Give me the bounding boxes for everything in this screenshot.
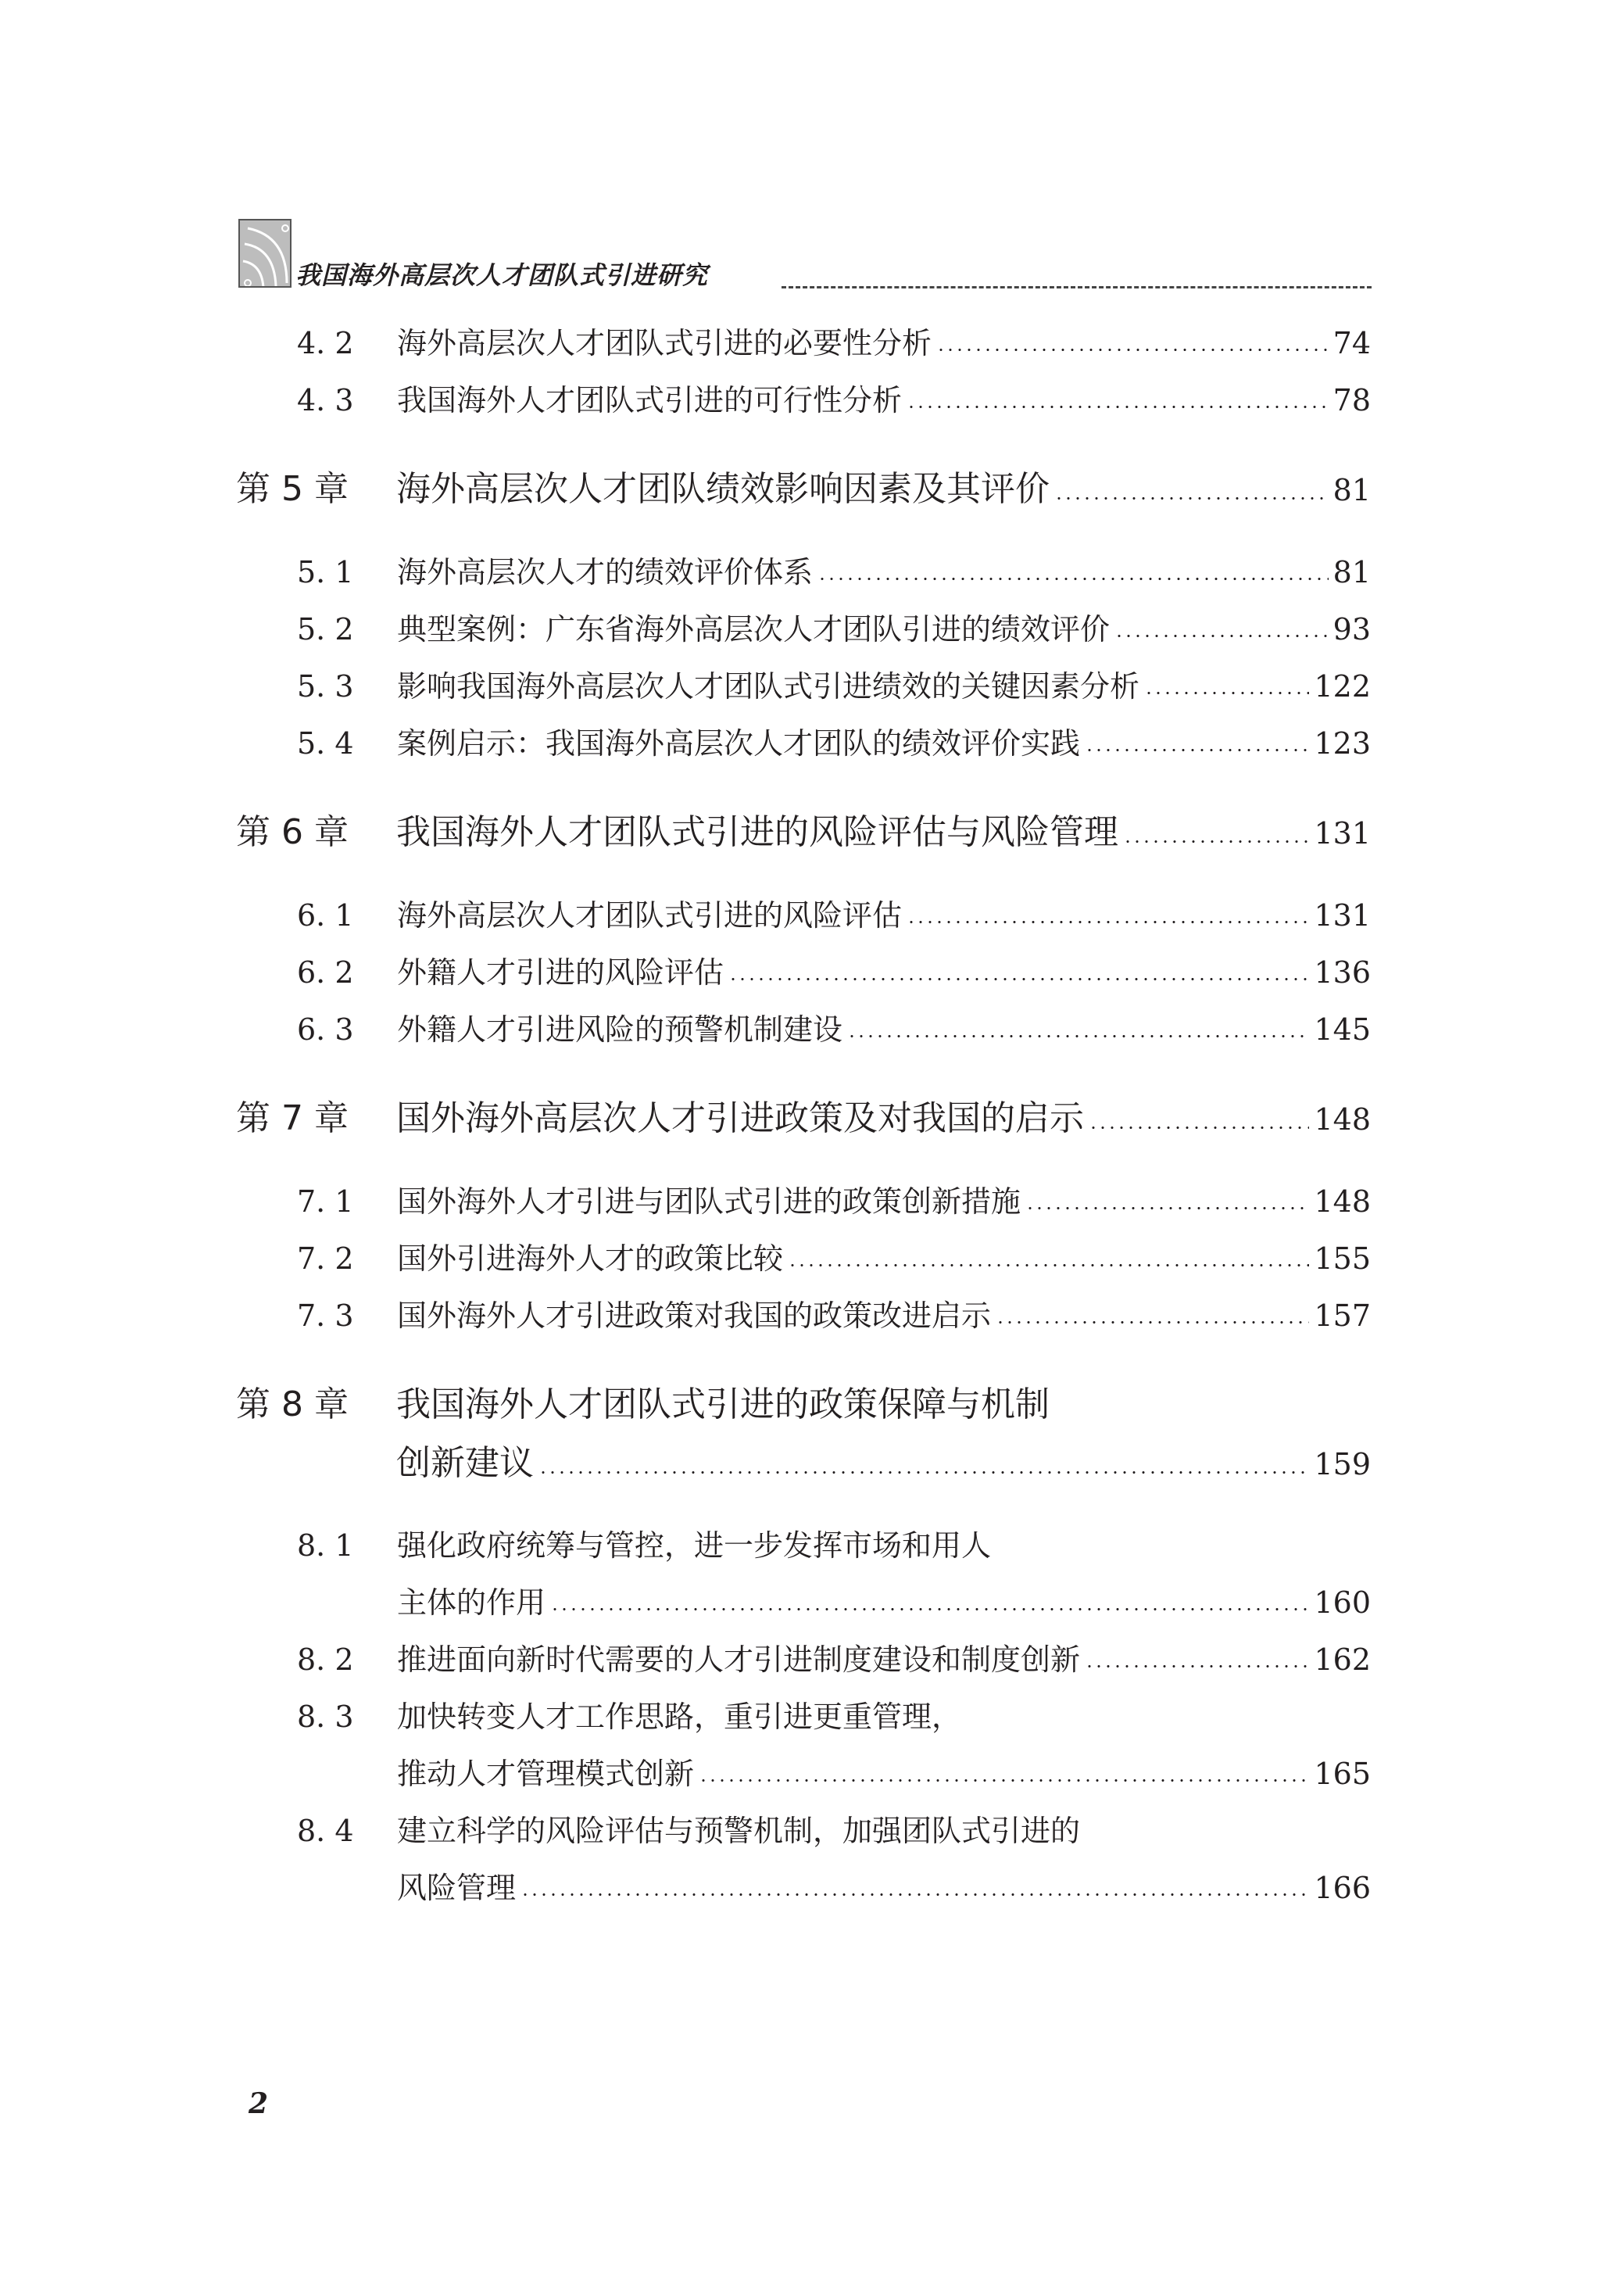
section-number: 8. 3 [297, 1700, 354, 1734]
section-number: 8. 4 [297, 1814, 354, 1848]
toc-entry-5-2[interactable] [297, 612, 1371, 647]
section-number: 5. 3 [297, 669, 354, 704]
dot-leader [907, 406, 1329, 408]
section-number: 5. 4 [297, 726, 354, 761]
running-title: 我国海外高层次人才团队式引进研究 [295, 260, 709, 290]
chapter-title: 海外高层次人才团队绩效影响因素及其评价 [396, 469, 1050, 509]
dot-leader [847, 1035, 1309, 1037]
toc-entry-5-1[interactable] [297, 557, 1371, 587]
page-ref: 74 [1332, 326, 1371, 360]
dot-leader [1085, 749, 1309, 751]
page-ref: 165 [1314, 1757, 1371, 1791]
header-rule [782, 286, 1372, 288]
dot-leader [699, 1779, 1309, 1782]
dot-leader [996, 1321, 1309, 1324]
page-ref: 81 [1332, 555, 1371, 589]
dot-leader [728, 978, 1309, 980]
toc-entry-8-1-line2[interactable] [397, 1585, 1371, 1620]
section-number: 7. 2 [297, 1241, 354, 1276]
chapter-title: 我国海外人才团队式引进的风险评估与风险管理 [396, 812, 1118, 852]
toc-entry-8-3-line2[interactable] [397, 1759, 1371, 1789]
dot-leader [1123, 840, 1309, 843]
page-ref: 123 [1314, 726, 1371, 761]
page-ref: 131 [1314, 816, 1371, 851]
section-title: 外籍人才引进的风险评估 [397, 955, 724, 990]
page-ref: 148 [1314, 1102, 1371, 1137]
page-ref: 157 [1314, 1298, 1371, 1333]
section-title-line1: 强化政府统筹与管控，进一步发挥市场和用人 [397, 1528, 992, 1563]
toc-entry-8-3-line1[interactable] [297, 1702, 1371, 1732]
dot-leader [1089, 1127, 1309, 1129]
section-title-line1: 建立科学的风险评估与预警机制，加强团队式引进的 [397, 1814, 1081, 1848]
dot-leader [1144, 692, 1309, 694]
toc-entry-5-4[interactable] [297, 726, 1371, 761]
toc-entry-8-2[interactable] [297, 1642, 1371, 1677]
section-title: 影响我国海外高层次人才团队式引进绩效的关键因素分析 [397, 669, 1140, 704]
page-ref: 78 [1332, 383, 1371, 417]
section-number: 6. 2 [297, 955, 354, 990]
section-title: 国外海外人才引进政策对我国的政策改进启示 [397, 1298, 992, 1333]
page-ref: 160 [1314, 1585, 1371, 1620]
chapter-title-line1: 我国海外人才团队式引进的政策保障与机制 [396, 1384, 1050, 1424]
chapter-title-line2: 创新建议 [396, 1443, 534, 1483]
toc-chapter-5[interactable] [236, 469, 1371, 509]
page-ref: 122 [1314, 669, 1371, 704]
section-title-line2: 主体的作用 [397, 1585, 546, 1620]
dot-leader [817, 578, 1329, 580]
toc-entry-8-1-line1[interactable] [297, 1528, 1371, 1563]
section-title: 典型案例：广东省海外高层次人才团队引进的绩效评价 [397, 612, 1111, 647]
section-title: 外籍人才引进风险的预警机制建设 [397, 1012, 843, 1047]
toc-entry-8-4-line1[interactable] [297, 1816, 1371, 1846]
section-number: 7. 3 [297, 1298, 354, 1333]
toc-entry-7-3[interactable] [297, 1298, 1371, 1333]
chapter-number: 第 8 章 [236, 1384, 349, 1424]
page-ref: 81 [1332, 473, 1371, 507]
page-ref: 162 [1314, 1642, 1371, 1677]
section-title-line2: 风险管理 [397, 1871, 517, 1905]
dot-leader [1025, 1207, 1309, 1209]
dot-leader [1085, 1665, 1309, 1667]
dot-leader [1054, 497, 1329, 500]
section-number: 8. 1 [297, 1528, 354, 1563]
page-ref: 155 [1314, 1241, 1371, 1276]
toc-chapter-6[interactable] [236, 812, 1371, 852]
toc-chapter-7[interactable] [236, 1098, 1371, 1138]
section-title: 我国海外人才团队式引进的可行性分析 [397, 383, 903, 417]
dot-leader [1114, 635, 1329, 637]
dot-leader [907, 921, 1309, 923]
section-title: 海外高层次人才的绩效评价体系 [397, 555, 814, 589]
chapter-number: 第 5 章 [236, 469, 349, 509]
page-ref: 136 [1314, 955, 1371, 990]
section-number: 6. 3 [297, 1012, 354, 1047]
section-title: 国外引进海外人才的政策比较 [397, 1241, 784, 1276]
dot-leader [520, 1893, 1309, 1896]
chapter-title: 国外海外高层次人才引进政策及对我国的启示 [396, 1098, 1084, 1138]
page-number: 2 [249, 2087, 269, 2120]
toc-entry-6-3[interactable] [297, 1012, 1371, 1047]
dot-leader [936, 349, 1329, 351]
toc-entry-7-2[interactable] [297, 1241, 1371, 1276]
chapter-number: 第 7 章 [236, 1098, 349, 1138]
dot-leader [538, 1471, 1309, 1474]
section-number: 5. 1 [297, 555, 354, 589]
section-title-line2: 推动人才管理模式创新 [397, 1757, 695, 1791]
section-number: 8. 2 [297, 1642, 354, 1677]
toc-entry-4-2[interactable] [297, 328, 1371, 358]
section-title: 海外高层次人才团队式引进的风险评估 [397, 898, 903, 933]
page-ref: 145 [1314, 1012, 1371, 1047]
dot-leader [788, 1264, 1309, 1266]
page-ref: 93 [1332, 612, 1371, 647]
book-logo [238, 219, 292, 288]
section-title: 海外高层次人才团队式引进的必要性分析 [397, 326, 932, 360]
section-number: 5. 2 [297, 612, 354, 647]
toc-entry-8-4-line2[interactable] [397, 1873, 1371, 1903]
toc-chapter-8-line1[interactable] [236, 1384, 1371, 1424]
section-number: 7. 1 [297, 1184, 354, 1219]
toc-entry-5-3[interactable] [297, 669, 1371, 704]
section-number: 6. 1 [297, 898, 354, 933]
section-number: 4. 2 [297, 326, 354, 360]
page-ref: 159 [1314, 1447, 1371, 1481]
chapter-number: 第 6 章 [236, 812, 349, 852]
section-title-line1: 加快转变人才工作思路，重引进更重管理， [397, 1700, 962, 1734]
page-ref: 166 [1314, 1871, 1371, 1905]
section-title: 案例启示：我国海外高层次人才团队的绩效评价实践 [397, 726, 1081, 761]
toc-entry-6-1[interactable] [297, 898, 1371, 933]
toc-chapter-8-line2[interactable] [396, 1443, 1371, 1483]
page-ref: 131 [1314, 898, 1371, 933]
toc-entry-7-1[interactable] [297, 1184, 1371, 1219]
page-ref: 148 [1314, 1184, 1371, 1219]
section-number: 4. 3 [297, 383, 354, 417]
section-title: 国外海外人才引进与团队式引进的政策创新措施 [397, 1184, 1021, 1219]
toc-entry-6-2[interactable] [297, 955, 1371, 990]
toc-entry-4-3[interactable] [297, 385, 1371, 415]
section-title: 推进面向新时代需要的人才引进制度建设和制度创新 [397, 1642, 1081, 1677]
dot-leader [550, 1608, 1309, 1610]
